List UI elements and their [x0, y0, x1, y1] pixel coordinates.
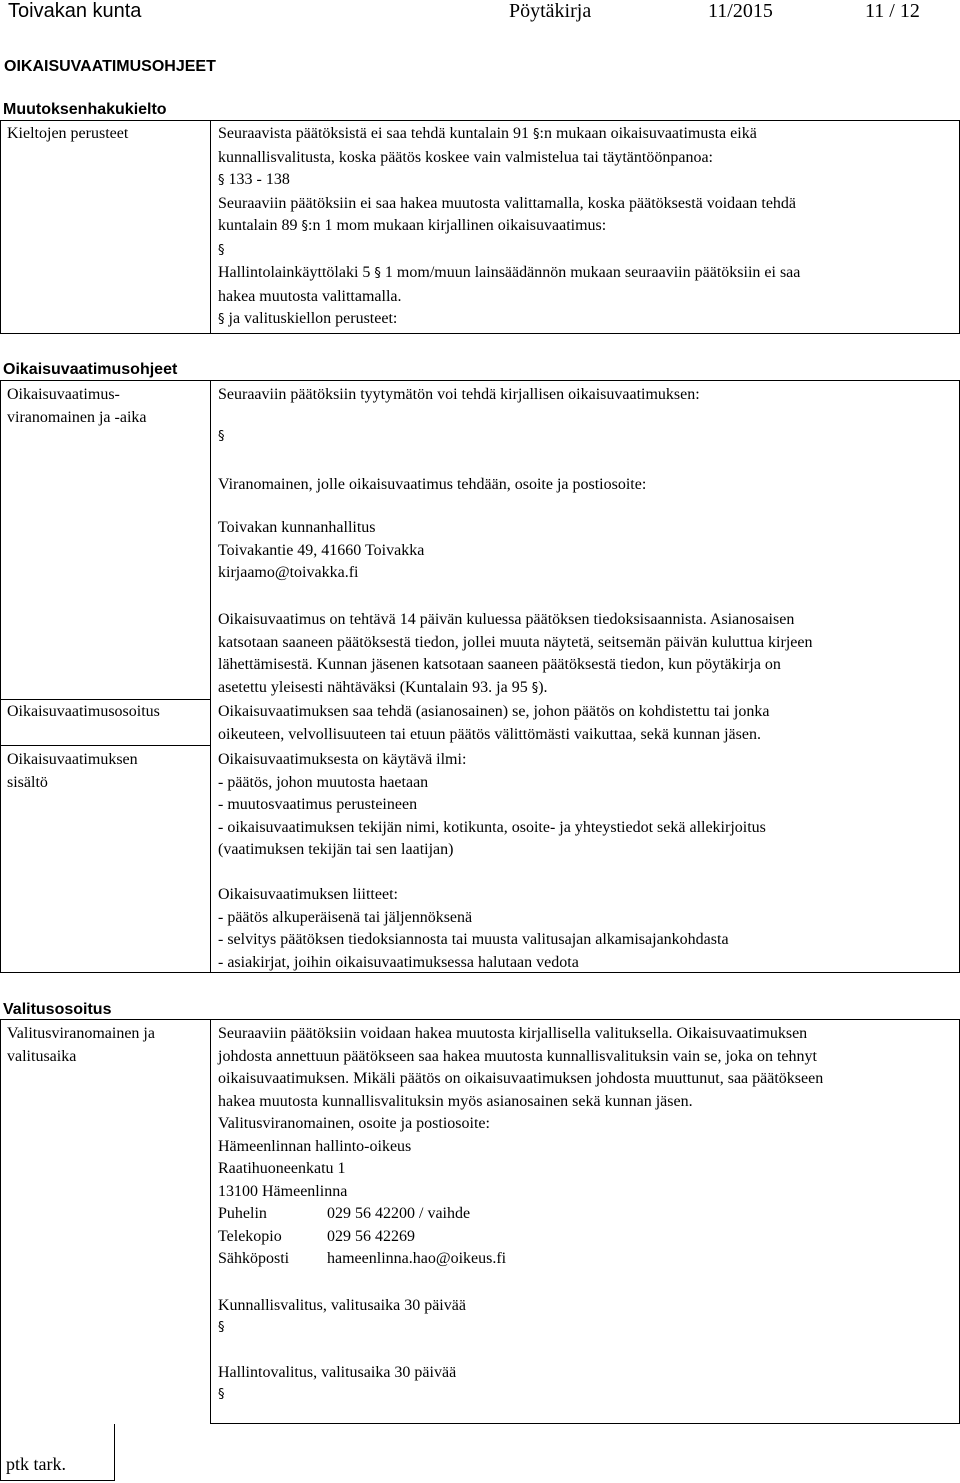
- footer-continues-label: ptk tark.: [6, 1454, 66, 1474]
- section-heading-muutoksenhakukielto: Muutoksenhakukielto: [3, 101, 167, 118]
- valitus-line-3: oikaisuvaatimuksen. Mikäli päätös on oikaisuvaatimuksen johdosta muuttunut, saa päätökseen: [218, 1070, 824, 1087]
- valitus-line-1: Seuraaviin päätöksiin voidaan hakea muutosta kirjallisella valituksella. Oikaisuvaatimuksen: [218, 1025, 808, 1042]
- label-sisalto-line-2: sisältö: [7, 773, 48, 791]
- label-oikaisuvaatimusosoitus: Oikaisuvaatimusosoitus: [7, 703, 160, 720]
- court-postal: 13100 Hämeenlinna: [218, 1182, 348, 1200]
- kielto-line-2: kunnallisvalitusta, koska päätös koskee vain valmistelua tai täytäntöönpanoa:: [218, 148, 713, 166]
- contact-phone-value: 029 56 42200 / vaihde: [327, 1205, 471, 1222]
- section-heading-oikaisuvaatimusohjeet: Oikaisuvaatimusohjeet: [3, 361, 178, 378]
- kielto-line-5: kuntalain 89 §:n 1 mom mukaan kirjallinen oikaisuvaatimus:: [218, 217, 607, 234]
- osoitus-line-2: oikeuteen, velvollisuuteen tai etuun päätös välittömästi vaikuttaa, sekä kunnan jäsen.: [218, 725, 761, 743]
- sisalto-line-5: (vaatimuksen tekijän tai sen laatijan): [218, 841, 454, 858]
- deadline-line-1: Oikaisuvaatimus on tehtävä 14 päivän kuluessa päätöksen tiedoksisaannista. Asianosaisen: [218, 611, 795, 628]
- deadline-text: [218, 609, 812, 700]
- sisalto-text: [218, 749, 766, 862]
- sisalto-line-2: - päätös, johon muutosta haetaan: [218, 773, 429, 791]
- liitteet-line-3: - selvitys päätöksen tiedoksiannosta tai muusta valitusajan alkamisajankohdasta: [218, 931, 729, 948]
- label-valitus-line-2: valitusaika: [7, 1047, 77, 1065]
- valitus-divider: [210, 1019, 211, 1424]
- section-heading-valitusosoitus: Valitusosoitus: [3, 1001, 112, 1018]
- court-street: Raatihuoneenkatu 1: [218, 1160, 346, 1177]
- kielto-line-8: hakea muutosta valittamalla.: [218, 287, 402, 305]
- contact-phone: [218, 1203, 823, 1226]
- document-title: OIKAISUVAATIMUSOHJEET: [4, 58, 216, 75]
- contact-fax-label: Telekopio: [218, 1227, 282, 1245]
- liitteet-text: [218, 884, 729, 974]
- authority-address-line-2: Toivakantie 49, 41660 Toivakka: [218, 541, 425, 559]
- contact-fax: [218, 1226, 823, 1249]
- valitus-line-2: johdosta annettuun päätökseen saa hakea muutosta kunnallisvalituksin vain se, joka on tehnyt: [218, 1047, 817, 1065]
- oikaisu-intro: Seuraaviin päätöksiin tyytymätön voi tehdä kirjallisen oikaisuvaatimuksen:: [218, 386, 700, 403]
- contact-fax-value: 029 56 42269: [327, 1227, 415, 1245]
- label-sisalto-line-1: Oikaisuvaatimuksen: [7, 751, 138, 768]
- court-name: Hämeenlinnan hallinto-oikeus: [218, 1137, 412, 1155]
- liitteet-line-4: - asiakirjat, joihin oikaisuvaatimuksessa halutaan vedota: [218, 953, 579, 971]
- kielto-line-9: § ja valituskiellon perusteet:: [218, 310, 398, 327]
- label-valitus-line-1: Valitusviranomainen ja: [7, 1025, 155, 1042]
- liitteet-line-2: - päätös alkuperäisenä tai jäljennöksenä: [218, 908, 473, 926]
- authority-email: kirjaamo@toivakka.fi: [218, 564, 359, 581]
- sisalto-line-1: Oikaisuvaatimuksesta on käytävä ilmi:: [218, 751, 467, 768]
- valitus-bottom-border: [210, 1423, 960, 1424]
- label-valitusviranomainen: [7, 1023, 155, 1068]
- authority-intro: Viranomainen, jolle oikaisuvaatimus tehdään, osoite ja postiosoite:: [218, 476, 647, 493]
- kielto-line-7: Hallintolainkäyttölaki 5 § 1 mom/muun lainsäädännön mukaan seuraaviin päätöksiin ei saa: [218, 264, 801, 281]
- kunnallisvalitus-text: Kunnallisvalitus, valitusaika 30 päivää: [218, 1297, 466, 1314]
- oikaisu-label-sep-2: [0, 745, 210, 746]
- oikaisu-label-sep-1: [0, 699, 210, 700]
- liitteet-line-1: Oikaisuvaatimuksen liitteet:: [218, 886, 398, 903]
- valitus-text: [218, 1023, 823, 1271]
- label-viranomainen-aika: [7, 384, 147, 429]
- hallintovalitus-text: Hallintovalitus, valitusaika 30 päivää: [218, 1364, 457, 1381]
- contact-phone-label: Puhelin: [218, 1205, 267, 1222]
- valitus-line-4: hakea muutosta kunnallisvalituksin myös asianosainen sekä kunnan jäsen.: [218, 1092, 693, 1110]
- kielto-line-1: Seuraavista päätöksistä ei saa tehdä kuntalain 91 §:n mukaan oikaisuvaatimusta eikä: [218, 125, 757, 142]
- osoitus-text: [218, 701, 769, 746]
- contact-email-value: hameenlinna.hao@oikeus.fi: [327, 1250, 507, 1267]
- authority-address: [218, 517, 424, 585]
- oikaisu-divider: [210, 380, 211, 973]
- valitus-line-5: Valitusviranomainen, osoite ja postiosoite:: [218, 1115, 490, 1132]
- document-number: 11/2015: [708, 0, 773, 22]
- deadline-line-4: asetettu yleisesti nähtäväksi (Kuntalain 93. ja 95 §).: [218, 678, 548, 696]
- sisalto-line-4: - oikaisuvaatimuksen tekijän nimi, kotikunta, osoite- ja yhteystiedot sekä allekirjoitus: [218, 818, 766, 836]
- kunnallisvalitus-section-sign: §: [218, 1320, 225, 1335]
- valitus-top-border: [0, 1019, 960, 1020]
- sisalto-line-3: - muutosvaatimus perusteineen: [218, 796, 418, 813]
- contact-email-label: Sähköposti: [218, 1250, 290, 1267]
- valitus-left-border: [0, 1019, 1, 1424]
- muutoksenhakukielto-text: [218, 123, 800, 332]
- deadline-line-2: katsotaan saaneen päätöksestä tiedon, jollei muuta näytetä, seitsemän päivän kuluttua kirjeen: [218, 633, 813, 651]
- hallintovalitus-section-sign: §: [218, 1387, 225, 1402]
- kielto-line-3: § 133 - 138: [218, 171, 290, 188]
- oikaisu-top-border: [0, 380, 960, 381]
- oikaisu-left-border: [0, 380, 1, 973]
- oikaisu-section-sign: §: [218, 429, 225, 444]
- label-viranomainen-line-2: viranomainen ja -aika: [7, 408, 147, 426]
- osoitus-line-1: Oikaisuvaatimuksen saa tehdä (asianosainen) se, johon päätös on kohdistettu tai jonka: [218, 703, 770, 720]
- label-sisalto: [7, 749, 138, 794]
- deadline-line-3: lähettämisestä. Kunnan jäsenen katsotaan saaneen päätöksestä tiedon, kun pöytäkirja on: [218, 656, 781, 673]
- authority-address-line-1: Toivakan kunnanhallitus: [218, 519, 376, 536]
- document-type: Pöytäkirja: [509, 0, 592, 22]
- contact-email: [218, 1248, 823, 1271]
- label-viranomainen-line-1: Oikaisuvaatimus-: [7, 386, 120, 403]
- kielto-line-6: §: [218, 242, 225, 258]
- municipality-name: Toivakan kunta: [8, 0, 142, 22]
- muutoksenhakukielto-divider: [210, 120, 211, 334]
- kielto-line-4: Seuraaviin päätöksiin ei saa hakea muutosta valittamalla, koska päätöksestä voidaan tehdä: [218, 194, 797, 212]
- label-kieltojen-perusteet: Kieltojen perusteet: [7, 125, 129, 142]
- page-number: 11 / 12: [865, 0, 920, 22]
